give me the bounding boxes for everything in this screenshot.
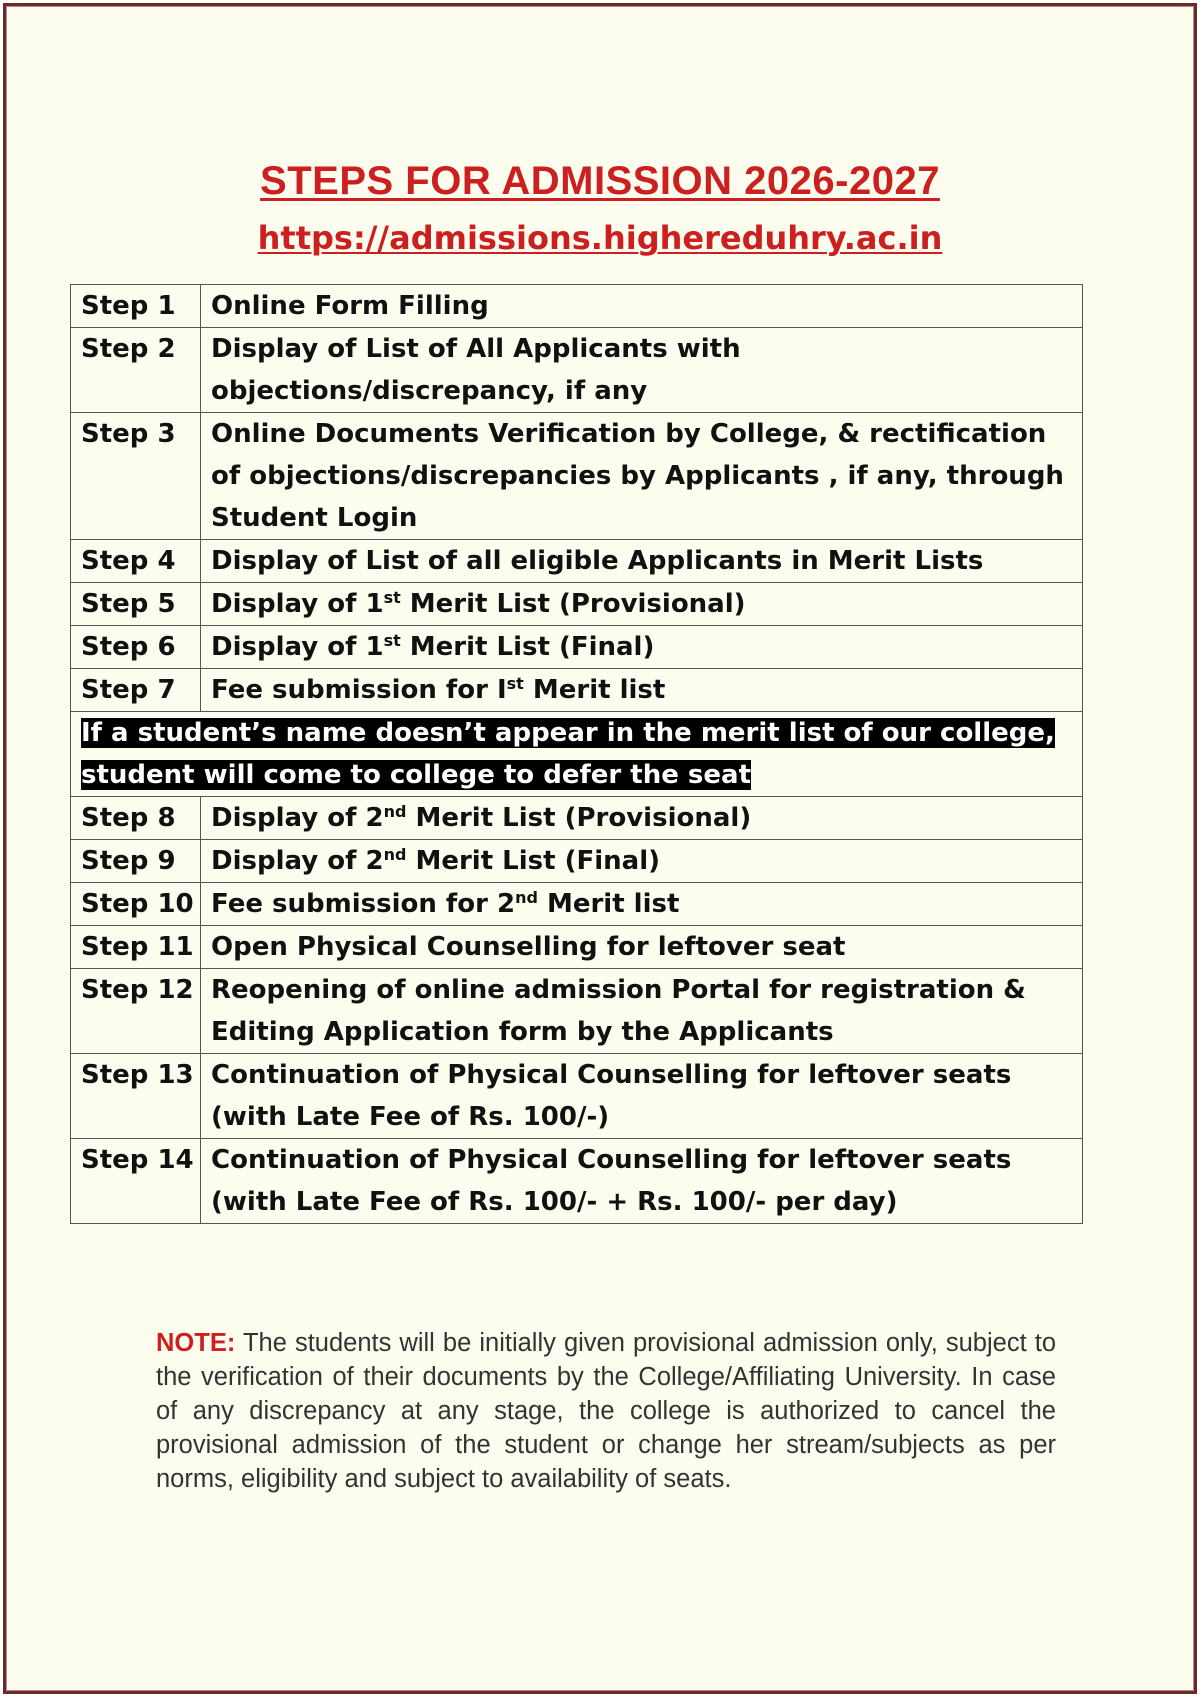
step-label: Step 11 xyxy=(71,926,201,969)
step-description xyxy=(201,583,1083,626)
ordinal-suffix: nd xyxy=(383,802,407,821)
step-description: Continuation of Physical Counselling for leftover seats (with Late Fee of Rs. 100/- + Rs. 100/- per day) xyxy=(201,1139,1083,1224)
notice-row xyxy=(71,712,1083,797)
table-row xyxy=(71,1139,1083,1224)
admission-note xyxy=(156,1326,1056,1496)
page-title xyxy=(6,159,1194,204)
step-label: Step 10 xyxy=(71,883,201,926)
step-description: Display of List of all eligible Applicants in Merit Lists xyxy=(201,540,1083,583)
step-label: Step 8 xyxy=(71,797,201,840)
step-text-end: Merit List (Provisional) xyxy=(400,589,746,619)
ordinal-suffix: st xyxy=(383,588,401,607)
step-description: Open Physical Counselling for leftover seat xyxy=(201,926,1083,969)
table-row xyxy=(71,328,1083,413)
step-description: Online Documents Verification by College, & rectification of objections/discrepancies by Applicants , if any, through Student Login xyxy=(201,413,1083,540)
step-text-start: Display of 2 xyxy=(211,846,384,876)
step-label: Step 3 xyxy=(71,413,201,540)
note-label: NOTE: xyxy=(156,1329,236,1357)
step-text-start: Display of 2 xyxy=(211,803,384,833)
step-description xyxy=(201,840,1083,883)
admission-steps-table xyxy=(70,284,1083,1224)
step-label: Step 7 xyxy=(71,669,201,712)
table-row xyxy=(71,540,1083,583)
step-description: Display of List of All Applicants with objections/discrepancy, if any xyxy=(201,328,1083,413)
table-row xyxy=(71,285,1083,328)
step-description xyxy=(201,669,1083,712)
step-description: Reopening of online admission Portal for registration & Editing Application form by the Applicants xyxy=(201,969,1083,1054)
admission-url xyxy=(6,219,1194,257)
step-text-start: Fee submission for I xyxy=(211,675,507,705)
page-frame xyxy=(3,3,1197,1694)
table-row xyxy=(71,926,1083,969)
step-description xyxy=(201,883,1083,926)
step-text-end: Merit list xyxy=(523,675,666,705)
step-label: Step 9 xyxy=(71,840,201,883)
table-row xyxy=(71,583,1083,626)
table-row xyxy=(71,1054,1083,1139)
ordinal-suffix: nd xyxy=(515,888,538,907)
page-title-text: STEPS FOR ADMISSION 2026-2027 xyxy=(260,159,940,203)
step-text-end: Merit list xyxy=(537,889,680,919)
step-label: Step 4 xyxy=(71,540,201,583)
step-label: Step 13 xyxy=(71,1054,201,1139)
table-row xyxy=(71,669,1083,712)
step-label: Step 6 xyxy=(71,626,201,669)
ordinal-suffix: st xyxy=(506,674,524,693)
defer-seat-notice: If a student’s name doesn’t appear in the merit list of our college, student will come to college to defer the seat xyxy=(81,718,1055,790)
table-row xyxy=(71,840,1083,883)
notice-cell xyxy=(71,712,1083,797)
table-row xyxy=(71,626,1083,669)
step-label: Step 14 xyxy=(71,1139,201,1224)
step-text-start: Display of 1 xyxy=(211,589,384,619)
step-text-end: Merit List (Final) xyxy=(406,846,661,876)
table-row xyxy=(71,797,1083,840)
note-text: The students will be initially given provisional admission only, subject to the verification of their documents by the College/Affiliating University. In case of any discrepancy at any stage, the college is authorized to cancel the provisional admission of the student or change her stream/subjects as per norms, eligibility and subject to availability of seats. xyxy=(156,1329,1057,1493)
step-description xyxy=(201,797,1083,840)
ordinal-suffix: st xyxy=(383,631,401,650)
step-text-start: Display of 1 xyxy=(211,632,384,662)
step-text-end: Merit List (Final) xyxy=(400,632,655,662)
step-label: Step 12 xyxy=(71,969,201,1054)
step-text-start: Fee submission for 2 xyxy=(211,889,516,919)
step-label: Step 5 xyxy=(71,583,201,626)
step-text-end: Merit List (Provisional) xyxy=(406,803,752,833)
step-description: Online Form Filling xyxy=(201,285,1083,328)
step-description: Continuation of Physical Counselling for leftover seats (with Late Fee of Rs. 100/-) xyxy=(201,1054,1083,1139)
ordinal-suffix: nd xyxy=(383,845,407,864)
table-row xyxy=(71,883,1083,926)
table-row xyxy=(71,969,1083,1054)
table-row xyxy=(71,413,1083,540)
step-label: Step 1 xyxy=(71,285,201,328)
step-label: Step 2 xyxy=(71,328,201,413)
step-description xyxy=(201,626,1083,669)
admission-url-link[interactable]: https://admissions.highereduhry.ac.in xyxy=(257,219,943,257)
